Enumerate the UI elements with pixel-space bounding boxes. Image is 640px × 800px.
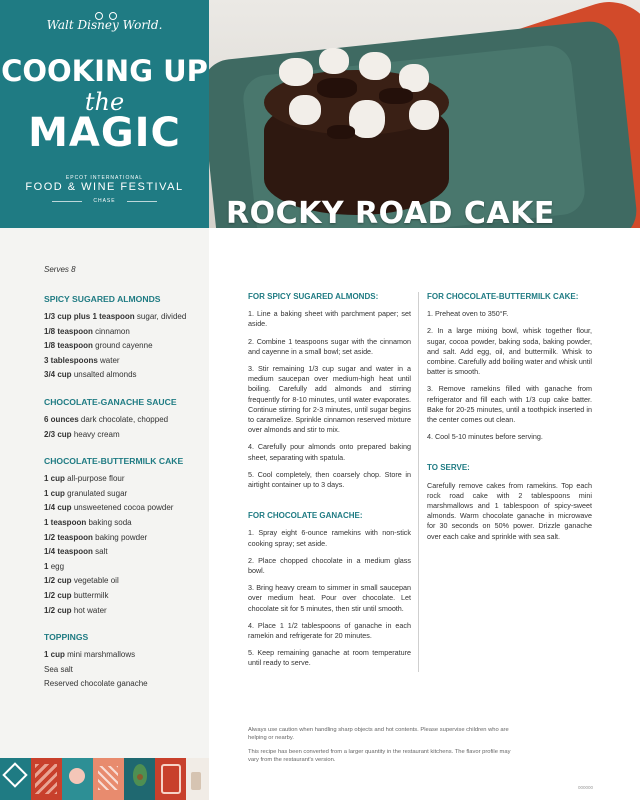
pattern-tile: [155, 758, 186, 800]
ingredient-item: 1/4 teaspoon salt: [44, 547, 108, 557]
serves-label: Serves 8: [44, 265, 76, 274]
ingredient-group-cake: [44, 456, 209, 618]
ingredient-item: 1 egg: [44, 561, 65, 571]
ingredient-group-toppings: [44, 632, 209, 692]
ingredient-item: 1 cup granulated sugar: [44, 488, 128, 498]
instruction-step: 3. Stir remaining 1/3 cup sugar and water in a medium saucepan over medium-high heat until boiling. Carefully add almonds and stirring frequently for 8-10 minutes, until water evaporates. Continue stirring for 2-3 minutes, until sugar begins to caramelize. Sprinkle cinnamon reserved mixture over almonds and stir to mix.: [248, 364, 411, 435]
ingredient-item: 1/8 teaspoon cinnamon: [44, 326, 130, 336]
instruction-step: 3. Bring heavy cream to simmer in small saucepan over medium heat. Pour over chocolate. Let chocolate sit for 5 minutes, then stir until smooth.: [248, 583, 411, 613]
instruction-step: 1. Preheat oven to 350°F.: [427, 309, 509, 319]
pattern-tile: [31, 758, 62, 800]
instruction-step: 5. Cool completely, then coarsely chop. Store in airtight container up to 3 days.: [248, 469, 411, 490]
instruction-step: 2. Place chopped chocolate in a medium glass bowl.: [248, 555, 411, 576]
ingredient-heading: TOPPINGS: [44, 632, 89, 643]
ingredients-panel: [0, 228, 209, 758]
header: [0, 0, 640, 231]
ingredient-item: 1 cup mini marshmallows: [44, 650, 136, 660]
instruction-step: 4. Carefully pour almonds onto prepared baking sheet, separating with spatula.: [248, 442, 411, 462]
brand-title-line2: the: [84, 88, 125, 116]
instruction-step: 3. Remove ramekins filled with ganache from refrigerator and fill each with 1/3 cup cake batter. Bake for 20-25 minutes, until a toothpick inserted in the center comes out clean.: [427, 384, 592, 425]
footer-notes: [248, 726, 518, 770]
column-divider: [418, 292, 419, 672]
ingredient-group-ganache: [44, 397, 209, 442]
epcot-label: EPCOT INTERNATIONAL: [65, 175, 144, 181]
conversion-note: This recipe has been converted from a larger quantity in the restaurant kitchens. The flavor profile may vary from the restaurant's version.: [248, 749, 511, 763]
ingredient-item: 2/3 cup heavy cream: [44, 429, 120, 439]
ingredient-group-almonds: [44, 294, 209, 383]
instruction-step: 4. Place 1 1/2 tablespoons of ganache in each ramekin and refrigerate for 20 minutes.: [248, 620, 411, 641]
ingredient-item: 1/3 cup plus 1 teaspoon sugar, divided: [44, 312, 187, 321]
instruction-step: Carefully remove cakes from ramekins. Top each rock road cake with 2 tablespoons mini marshmallows and 1 tablespoon of spicy-sweet almonds. Warm chocolate ganache in microwave for 30 seconds on 50% power. Drizzle ganache over each cake and sprinkle with sea salt.: [427, 480, 592, 541]
wdw-logo-text: Walt Disney World.: [46, 18, 163, 32]
ingredient-item: 1/8 teaspoon ground cayenne: [44, 341, 153, 351]
ingredient-item: 1 cup all-purpose flour: [44, 474, 125, 484]
section-heading-cake: FOR CHOCOLATE-BUTTERMILK CAKE:: [427, 292, 579, 301]
instructions-column-left: [248, 292, 411, 676]
ingredient-item: 6 ounces dark chocolate, chopped: [44, 414, 169, 424]
pattern-tile: [0, 758, 31, 800]
brand-rule-right: [127, 201, 157, 202]
ingredient-item: 1/2 cup hot water: [44, 605, 107, 615]
instruction-step: 1. Line a baking sheet with parchment paper; set aside.: [248, 309, 411, 329]
section-heading-almonds: FOR SPICY SUGARED ALMONDS:: [248, 292, 379, 301]
ingredient-item: 3 tablespoons water: [44, 355, 120, 365]
marshmallow: [279, 58, 313, 86]
recipe-title: ROCKY ROAD CAKE: [226, 196, 555, 231]
brand-title-line3: MAGIC: [28, 110, 181, 156]
brand-title-line1: COOKING UP: [1, 54, 208, 88]
ingredient-item: 1/2 cup buttermilk: [44, 590, 109, 600]
caution-note: Always use caution when handling sharp objects and hot contents. Please supervise children who are helping or nearby.: [248, 727, 509, 741]
ingredient-item: 3/4 cup unsalted almonds: [44, 370, 137, 380]
ingredient-heading: SPICY SUGARED ALMONDS: [44, 294, 161, 304]
ingredient-heading: CHOCOLATE-GANACHE SAUCE: [44, 396, 177, 407]
ingredient-item: 1/2 cup vegetable oil: [44, 576, 119, 586]
marshmallow: [289, 95, 321, 125]
instruction-step: 1. Spray eight 6-ounce ramekins with non-stick cooking spray; set aside.: [248, 528, 411, 548]
decorative-pattern: [0, 758, 209, 800]
document-code: 000000: [578, 785, 594, 790]
cake-photo: [209, 0, 640, 228]
pattern-tile: [124, 758, 155, 800]
glass-icon: [191, 772, 201, 790]
section-heading-serve: TO SERVE:: [427, 463, 470, 473]
pattern-tile: [93, 758, 124, 800]
instruction-step: 5. Keep remaining ganache at room temperature until ready to serve.: [248, 648, 411, 668]
instruction-step: 2. In a large mixing bowl, whisk together flour, sugar, cocoa powder, baking soda, baking powder, and salt. Add egg, oil, and buttermilk. Whisk to combine. Carefully add boiling water and whisk until batter is smooth.: [427, 326, 593, 377]
section-heading-ganache: FOR CHOCOLATE GANACHE:: [248, 511, 363, 521]
instruction-step: 4. Cool 5-10 minutes before serving.: [427, 432, 543, 442]
ingredient-item: Sea salt: [44, 664, 73, 674]
pattern-tile: [186, 758, 209, 800]
instructions-column-right: [427, 292, 592, 549]
brand-panel: [0, 0, 209, 228]
ingredient-item: 1/2 teaspoon baking powder: [44, 532, 148, 542]
instruction-step: 2. Combine 1 teaspoons sugar with the cinnamon and cayenne in a small bowl; set aside.: [248, 336, 411, 356]
pattern-tile: [62, 758, 93, 800]
marshmallow: [409, 100, 439, 130]
marshmallow: [359, 52, 391, 80]
ingredient-item: Reserved chocolate ganache: [44, 679, 148, 689]
ingredient-item: 1/4 cup unsweetened cocoa powder: [44, 503, 174, 513]
festival-label: FOOD & WINE FESTIVAL: [25, 181, 184, 193]
marshmallow: [319, 48, 349, 74]
ingredient-item: 1 teaspoon baking soda: [44, 517, 132, 527]
ingredient-heading: CHOCOLATE-BUTTERMILK CAKE: [44, 456, 184, 467]
sponsor-label: CHASE: [93, 198, 116, 204]
